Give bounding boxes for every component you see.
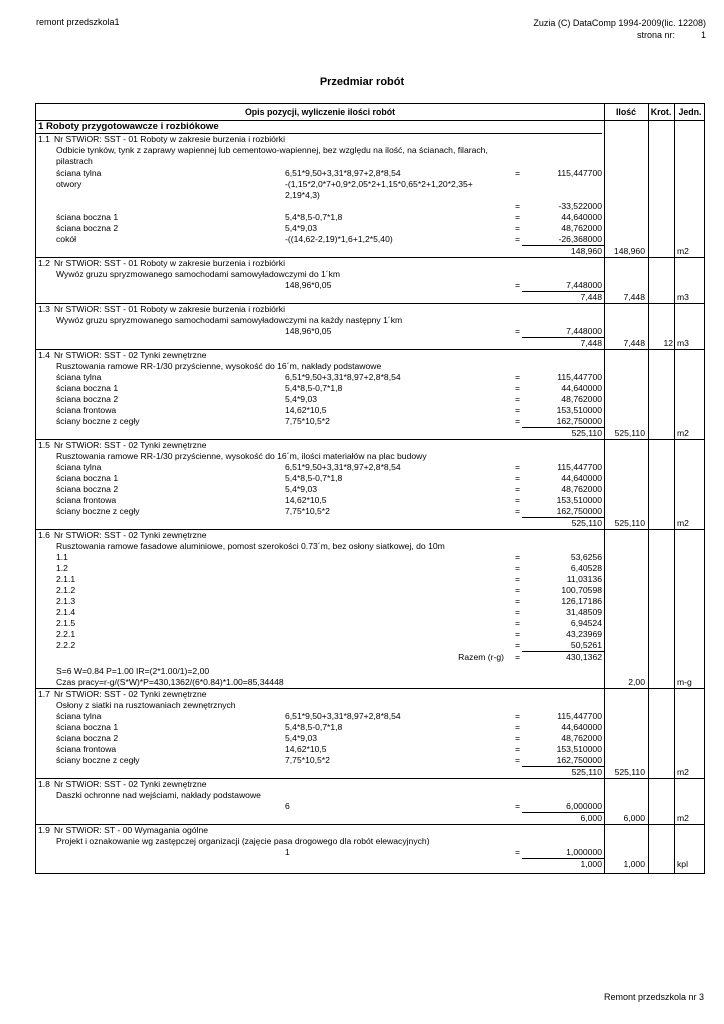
calc-expression: 6,51*9,50+3,31*8,97+2,8*8,54 <box>285 372 401 382</box>
calc-value: 44,640000 <box>561 383 602 393</box>
item-number: 1.5 <box>38 440 50 450</box>
equals-sign: = <box>515 495 521 505</box>
item-number: 1.1 <box>38 134 50 144</box>
item-number: 1.7 <box>38 689 50 699</box>
calc-label: ściana frontowa <box>56 495 117 505</box>
calc-label: ściana boczna 1 <box>56 722 119 732</box>
calc-value: 44,640000 <box>561 722 602 732</box>
page-label: strona nr: <box>636 30 675 40</box>
calc-expression: 14,62*10,5 <box>285 405 327 415</box>
header-left: remont przedszkola1 <box>36 17 120 27</box>
calc-label: 2.2.1 <box>56 629 76 639</box>
equals-sign: = <box>515 201 521 211</box>
calc-label: 2.1.1 <box>56 574 76 584</box>
item-multiplier: 12 <box>663 338 673 348</box>
calc-label: ściana boczna 2 <box>56 733 119 743</box>
item-heading: Nr STWiOR: SST - 02 Tynki zewnętrzne <box>54 779 207 789</box>
calc-label: ściana frontowa <box>56 744 117 754</box>
col-header-jedn: Jedn. <box>678 107 702 117</box>
calc-label: 2.1.4 <box>56 607 76 617</box>
equals-sign: = <box>515 223 521 233</box>
item-description: Wywóz gruzu spryzmowanego samochodami samowyładowczymi na każdy następny 1´km <box>56 315 403 325</box>
razem-value: 430,1362 <box>566 652 602 662</box>
equals-sign: = <box>515 607 521 617</box>
item-heading: Nr STWiOR: ST - 00 Wymagania ogólne <box>54 825 209 835</box>
calc-value: 100,70598 <box>561 585 602 595</box>
header-app-info: Zuzia (C) DataComp 1994-2009(lic. 12208) <box>533 18 706 28</box>
calc-value: 11,03136 <box>566 574 602 584</box>
equals-sign: = <box>515 405 521 415</box>
calc-value: 162,750000 <box>556 506 602 516</box>
item-description: Daszki ochronne nad wejściami, nakłady podstawowe <box>56 790 261 800</box>
equals-sign: = <box>515 234 521 244</box>
calc-label: ściana tylna <box>56 168 102 178</box>
calc-expression: 6,51*9,50+3,31*8,97+2,8*8,54 <box>285 168 401 178</box>
estimate-table <box>35 103 705 874</box>
equals-sign: = <box>515 585 521 595</box>
calc-value: 48,762000 <box>561 484 602 494</box>
equals-sign: = <box>515 640 521 650</box>
calc-value: 162,750000 <box>556 755 602 765</box>
item-unit: m2 <box>677 813 689 823</box>
item-quantity: 1,000 <box>623 859 645 869</box>
equals-sign: = <box>515 280 521 290</box>
item-description: Odbicie tynków, tynk z zaprawy wapiennej lub cementowo-wapiennej, bez względu na ilość, na ścianach, filarach, <box>56 145 488 155</box>
equals-sign: = <box>515 801 521 811</box>
item-heading: Nr STWiOR: SST - 01 Roboty w zakresie burzenia i rozbiórki <box>54 258 285 268</box>
calc-label: ściany boczne z cegły <box>56 506 140 516</box>
equals-sign: = <box>515 574 521 584</box>
calc-label: ściany boczne z cegły <box>56 416 140 426</box>
calc-label: ściana frontowa <box>56 405 117 415</box>
calc-label: ściana tylna <box>56 372 102 382</box>
equals-sign: = <box>515 552 521 562</box>
item-description: Rusztowania ramowe RR-1/30 przyścienne, wysokość do 16´m, nakłady podstawowe <box>56 361 382 371</box>
item-sum: 148,960 <box>570 246 602 256</box>
calc-label: cokół <box>56 234 77 244</box>
calc-expression: 7,75*10,5*2 <box>285 755 330 765</box>
calc-expression: 5,4*9,03 <box>285 223 318 233</box>
item-sum: 525,110 <box>571 428 602 438</box>
calc-value: 48,762000 <box>561 733 602 743</box>
calc-label: ściany boczne z cegły <box>56 755 140 765</box>
calc-value: 115,447700 <box>557 711 602 721</box>
calc-label: 1.2 <box>56 563 68 573</box>
calc-expression: -((14,62-2,19)*1,6+1,2*5,40) <box>285 234 393 244</box>
item-description: Rusztowania ramowe fasadowe aluminiowe, pomost szerokości 0.73´m, bez osłony siatkowej, do 10m <box>56 541 445 551</box>
equals-sign: = <box>515 506 521 516</box>
equals-sign: = <box>515 416 521 426</box>
item-unit: m2 <box>677 518 689 528</box>
calc-expression: 2,19*4,3) <box>285 190 320 200</box>
document-title: Przedmiar robót <box>319 76 405 88</box>
equals-sign: = <box>515 326 521 336</box>
calc-label: ściana boczna 1 <box>56 383 119 393</box>
item-sum: 7,448 <box>580 292 602 302</box>
item-quantity: 525,110 <box>614 767 645 777</box>
calc-value: 50,5261 <box>570 640 602 650</box>
col-header-krot: Krot. <box>650 107 672 117</box>
item-quantity: 6,000 <box>623 813 645 823</box>
calc-note: Czas pracy=r-g/(S*W)*P=430,1362/(6*0.84)*1.00=85,34448 <box>56 677 284 687</box>
item-heading: Nr STWiOR: SST - 01 Roboty w zakresie burzenia i rozbiórki <box>54 304 285 314</box>
calc-value: -26,368000 <box>558 234 602 244</box>
equals-sign: = <box>515 462 521 472</box>
item-heading: Nr STWiOR: SST - 02 Tynki zewnętrzne <box>54 350 207 360</box>
equals-sign: = <box>515 484 521 494</box>
item-description: Rusztowania ramowe RR-1/30 przyścienne, wysokość do 16´m, ilości materiałów na plac budowy <box>56 451 427 461</box>
equals-sign: = <box>515 618 521 628</box>
calc-value: 48,762000 <box>561 394 602 404</box>
equals-sign: = <box>515 394 521 404</box>
calc-value: 115,447700 <box>557 372 602 382</box>
item-number: 1.6 <box>38 530 50 540</box>
item-sum: 525,110 <box>571 767 602 777</box>
calc-label: 2.1.2 <box>56 585 76 595</box>
item-heading: Nr STWiOR: SST - 02 Tynki zewnętrzne <box>54 530 207 540</box>
item-heading: Nr STWiOR: SST - 01 Roboty w zakresie burzenia i rozbiórki <box>54 134 285 144</box>
calc-value: 6,40528 <box>570 563 602 573</box>
equals-sign: = <box>515 372 521 382</box>
calc-value: -33,522000 <box>558 201 602 211</box>
col-header-ilosc: Ilość <box>615 107 637 117</box>
item-number: 1.4 <box>38 350 50 360</box>
equals-sign: = <box>515 383 521 393</box>
calc-value: 44,640000 <box>561 473 602 483</box>
calc-expression: 148,96*0,05 <box>285 326 332 336</box>
item-quantity: 148,960 <box>613 246 645 256</box>
item-unit: m2 <box>677 767 689 777</box>
item-quantity: 7,448 <box>623 292 645 302</box>
equals-sign: = <box>515 847 521 857</box>
calc-label: ściana boczna 2 <box>56 394 119 404</box>
item-heading: Nr STWiOR: SST - 02 Tynki zewnętrzne <box>54 689 207 699</box>
equals-sign: = <box>515 711 521 721</box>
calc-label: ściana boczna 2 <box>56 223 119 233</box>
calc-expression: 148,96*0,05 <box>285 280 332 290</box>
calc-label: ściana tylna <box>56 462 102 472</box>
equals-sign: = <box>515 652 521 662</box>
equals-sign: = <box>515 212 521 222</box>
calc-expression: 5,4*8,5-0,7*1,8 <box>285 212 343 222</box>
item-unit: m3 <box>677 338 689 348</box>
item-description: pilastrach <box>56 156 93 166</box>
calc-value: 31,48509 <box>566 607 602 617</box>
equals-sign: = <box>515 596 521 606</box>
calc-label: 2.2.2 <box>56 640 76 650</box>
item-quantity: 7,448 <box>623 338 645 348</box>
calc-expression: 7,75*10,5*2 <box>285 416 330 426</box>
item-unit: m3 <box>677 292 689 302</box>
calc-label: 2.1.5 <box>56 618 76 628</box>
razem-label: Razem (r-g) <box>458 652 504 662</box>
page-num: 1 <box>700 30 706 40</box>
item-description: Projekt i oznakowanie wg zastępczej organizacji (zajęcie pasa drogowego dla robót elewacyjnych) <box>56 836 430 846</box>
item-quantity: 525,110 <box>614 518 645 528</box>
calc-value: 115,447700 <box>557 168 602 178</box>
equals-sign: = <box>515 722 521 732</box>
item-sum: 1,000 <box>580 859 602 869</box>
item-number: 1.2 <box>38 258 50 268</box>
item-unit: m-g <box>677 677 692 687</box>
calc-value: 153,510000 <box>556 405 602 415</box>
page-number <box>533 29 706 41</box>
col-header-desc: Opis pozycji, wyliczenie ilości robót <box>244 107 396 117</box>
calc-expression: 5,4*8,5-0,7*1,8 <box>285 383 343 393</box>
item-unit: kpl <box>677 859 688 869</box>
footer-text: Remont przedszkola nr 3 <box>603 992 704 1002</box>
calc-expression: 7,75*10,5*2 <box>285 506 330 516</box>
calc-expression: 5,4*9,03 <box>285 394 318 404</box>
calc-value: 126,17186 <box>561 596 602 606</box>
calc-value: 6,94524 <box>570 618 602 628</box>
calc-expression: 14,62*10,5 <box>285 744 327 754</box>
calc-expression: 5,4*8,5-0,7*1,8 <box>285 473 343 483</box>
calc-expression: 5,4*9,03 <box>285 484 318 494</box>
calc-note: S=6 W=0.84 P=1.00 IR=(2*1.00/1)=2,00 <box>56 666 210 676</box>
calc-label: 2.1.3 <box>56 596 76 606</box>
header-right <box>533 17 706 41</box>
calc-expression: 5,4*9,03 <box>285 733 318 743</box>
calc-label: ściana boczna 1 <box>56 473 119 483</box>
calc-label: ściana boczna 2 <box>56 484 119 494</box>
equals-sign: = <box>515 629 521 639</box>
equals-sign: = <box>515 744 521 754</box>
equals-sign: = <box>515 473 521 483</box>
calc-value: 7,448000 <box>566 280 602 290</box>
calc-value: 44,640000 <box>561 212 602 222</box>
item-unit: m2 <box>677 428 689 438</box>
item-sum: 6,000 <box>580 813 602 823</box>
calc-expression: 6,51*9,50+3,31*8,97+2,8*8,54 <box>285 462 401 472</box>
item-description: Wywóz gruzu spryzmowanego samochodami samowyładowczymi do 1´km <box>56 269 341 279</box>
calc-value: 1,000000 <box>566 847 602 857</box>
calc-expression: 14,62*10,5 <box>285 495 327 505</box>
calc-label: ściana tylna <box>56 711 102 721</box>
calc-value: 48,762000 <box>561 223 602 233</box>
calc-expression: 5,4*8,5-0,7*1,8 <box>285 722 343 732</box>
calc-value: 43,23969 <box>566 629 602 639</box>
section-title: 1 Roboty przygotowawcze i rozbiókowe <box>38 121 219 132</box>
calc-value: 162,750000 <box>556 416 602 426</box>
calc-expression: 1 <box>285 847 290 857</box>
calc-value: 115,447700 <box>557 462 602 472</box>
item-number: 1.3 <box>38 304 50 314</box>
item-unit: m2 <box>677 246 689 256</box>
item-description: Osłony z siatki na rusztowaniach zewnętrznych <box>56 700 236 710</box>
calc-value: 6,000000 <box>566 801 602 811</box>
item-sum: 7,448 <box>580 338 602 348</box>
equals-sign: = <box>515 755 521 765</box>
calc-value: 153,510000 <box>556 495 602 505</box>
calc-expression: 6,51*9,50+3,31*8,97+2,8*8,54 <box>285 711 401 721</box>
item-quantity: 525,110 <box>614 428 645 438</box>
item-heading: Nr STWiOR: SST - 02 Tynki zewnętrzne <box>54 440 207 450</box>
equals-sign: = <box>515 563 521 573</box>
calc-label: ściana boczna 1 <box>56 212 119 222</box>
calc-value: 53,6256 <box>570 552 602 562</box>
equals-sign: = <box>515 168 521 178</box>
calc-label: 1.1 <box>56 552 68 562</box>
calc-expression: -(1,15*2,0*7+0,9*2,05*2+1,15*0,65*2+1,20*2,35+ <box>285 179 473 189</box>
item-quantity: 2,00 <box>628 677 645 687</box>
calc-expression: 6 <box>285 801 290 811</box>
item-number: 1.8 <box>38 779 50 789</box>
equals-sign: = <box>515 733 521 743</box>
calc-value: 7,448000 <box>566 326 602 336</box>
item-number: 1.9 <box>38 825 50 835</box>
calc-label: otwory <box>56 179 82 189</box>
item-sum: 525,110 <box>571 518 602 528</box>
calc-value: 153,510000 <box>556 744 602 754</box>
